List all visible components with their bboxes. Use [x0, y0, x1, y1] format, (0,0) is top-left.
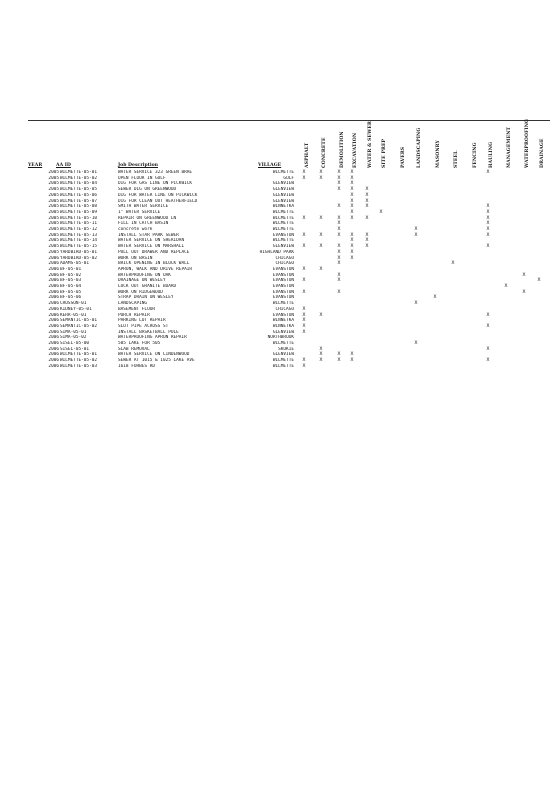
cell-job-description: PORCH REPAIR	[118, 312, 150, 318]
cell-year: 2006	[48, 323, 59, 329]
cell-job-description: LANDSCAPING	[118, 301, 148, 307]
category-header-label: DEMOLITION	[340, 131, 345, 168]
category-mark: X	[337, 244, 341, 250]
category-mark: X	[365, 198, 369, 204]
cell-aa-id: WILMETTE-05-11	[60, 221, 98, 227]
category-mark: X	[350, 187, 354, 193]
cell-year: 2006	[48, 295, 59, 301]
category-mark: X	[414, 301, 418, 307]
cell-village: EVANSTON	[272, 312, 294, 318]
cell-year: 2005	[48, 227, 59, 232]
cell-year: 2005	[48, 187, 59, 193]
cell-job-description: 1" WATER SERVICE	[118, 209, 161, 215]
cell-village: GLENVIEW	[272, 352, 294, 358]
category-mark: X	[302, 266, 306, 272]
cell-year: 2005	[48, 249, 59, 255]
category-mark: X	[486, 244, 490, 250]
cell-aa-id: BF-05-04	[60, 284, 82, 289]
category-header	[535, 124, 545, 168]
cell-job-description: DIG FOR CLEAN OUT HEATHERFIELD	[118, 198, 198, 204]
cell-year: 2005	[48, 215, 59, 221]
category-mark: X	[486, 323, 490, 329]
cell-job-description: LOCK OUT GRANITE BOARD	[118, 284, 177, 289]
category-header	[520, 118, 530, 168]
cell-year: 2006	[48, 301, 59, 307]
cell-village: GLENVIEW	[272, 198, 294, 204]
category-header	[335, 124, 345, 168]
cell-job-description: SMITH WATER SERVICE	[118, 204, 169, 210]
category-mark: X	[433, 295, 437, 301]
cell-year: 2005	[48, 192, 59, 198]
header-village: VILLAGE	[258, 163, 282, 168]
category-mark: X	[319, 358, 323, 364]
cell-aa-id: SISEL-05-00	[60, 341, 90, 346]
cell-job-description: DIG FOR WATER LINE ON PICKWICK	[118, 192, 198, 198]
category-mark: X	[486, 221, 490, 227]
cell-village: GLENVIEW	[272, 244, 294, 250]
category-mark: X	[350, 215, 354, 221]
category-mark: X	[350, 255, 354, 261]
category-mark: X	[350, 170, 354, 175]
category-mark: X	[522, 272, 526, 278]
category-mark: X	[365, 238, 369, 244]
header-job-description: Job Description	[118, 163, 158, 168]
cell-village: GLENVIEW	[272, 329, 294, 335]
cell-aa-id: WILMETTE-05-03	[60, 363, 98, 369]
category-mark: X	[319, 232, 323, 238]
cell-job-description: BASEMENT FLOOR	[118, 306, 156, 312]
cell-job-description: FILL IN CATCH BASIN	[118, 221, 169, 227]
cell-village: WILMETTE	[272, 215, 294, 221]
category-mark: X	[319, 266, 323, 272]
category-mark: X	[486, 170, 490, 175]
cell-aa-id: YARDBIRD-05-02	[60, 255, 98, 261]
cell-job-description: BRICK OPENING IN BLOCK WALL	[118, 261, 190, 267]
category-mark: X	[319, 346, 323, 352]
category-header	[502, 124, 512, 168]
category-mark: X	[414, 341, 418, 346]
cell-village: WILMETTE	[272, 301, 294, 307]
category-header	[377, 124, 387, 168]
category-mark: X	[302, 363, 306, 369]
cell-aa-id: YARDBIRD-05-01	[60, 249, 98, 255]
cell-year: 2006	[48, 272, 59, 278]
category-header	[412, 124, 422, 168]
category-mark: X	[302, 318, 306, 324]
cell-aa-id: WILMETTE-05-02	[60, 175, 98, 181]
cell-job-description: WATER SERVICE 323 GREEN BRAE	[118, 170, 193, 175]
cell-aa-id: BF-05-02	[60, 272, 82, 278]
category-mark: X	[302, 215, 306, 221]
category-mark: X	[350, 192, 354, 198]
cell-year: 2006	[48, 255, 59, 261]
cell-village: WILMETTE	[272, 238, 294, 244]
cell-job-description: REPAIR ON GREENWOOD LN	[118, 215, 177, 221]
category-mark: X	[486, 312, 490, 318]
category-mark: X	[365, 244, 369, 250]
cell-year: 2006	[48, 312, 59, 318]
category-mark: X	[350, 175, 354, 181]
category-mark: X	[337, 249, 341, 255]
category-mark: X	[486, 358, 490, 364]
cell-job-description: WATER SERVICE ON MARSHALL	[118, 244, 185, 250]
cell-village: WINNETKA	[272, 323, 294, 329]
category-mark: X	[350, 209, 354, 215]
header-rule	[28, 120, 550, 121]
category-mark: X	[350, 358, 354, 364]
cell-village: EVANSTON	[272, 284, 294, 289]
category-mark: X	[522, 289, 526, 295]
category-header	[363, 121, 373, 168]
cell-job-description: INSTALL BASKETBALL POLE	[118, 329, 179, 335]
cell-job-description: DRAINAGE ON WESLEY	[118, 278, 166, 284]
cell-village: WILMETTE	[272, 209, 294, 215]
category-mark: X	[319, 352, 323, 358]
cell-village: NORTHBROOK	[267, 335, 294, 341]
cell-year: 2005	[48, 175, 59, 181]
cell-job-description: APRON, WALK AND DRIVE REPAIR	[118, 266, 193, 272]
category-mark: X	[337, 289, 341, 295]
cell-village: WILMETTE	[272, 363, 294, 369]
cell-year: 2006	[48, 358, 59, 364]
category-header-label: DRAINAGE	[540, 138, 545, 168]
category-mark: X	[350, 204, 354, 210]
category-mark: X	[319, 215, 323, 221]
cell-year: 2006	[48, 261, 59, 267]
header-aa-id: AA ID	[56, 163, 71, 168]
category-mark: X	[337, 187, 341, 193]
category-mark: X	[337, 175, 341, 181]
cell-year: 2005	[48, 181, 59, 187]
cell-aa-id: WILMETTE-05-12	[60, 227, 98, 232]
category-mark: X	[451, 261, 455, 267]
category-header-label: WATER & SEWER	[368, 121, 373, 168]
cell-aa-id: KERR-05-01	[60, 312, 87, 318]
cell-aa-id: WILMETTE-05-13	[60, 232, 98, 238]
cell-aa-id: BF-05-05	[60, 289, 82, 295]
category-mark: X	[319, 244, 323, 250]
cell-aa-id: BF-05-03	[60, 278, 82, 284]
category-header-label: PAVERS	[401, 146, 406, 168]
cell-aa-id: WILMETTE-05-01	[60, 170, 98, 175]
cell-year: 2006	[48, 278, 59, 284]
category-mark: X	[414, 232, 418, 238]
category-mark: X	[350, 232, 354, 238]
category-mark: X	[319, 170, 323, 175]
cell-aa-id: WILMETTE-05-02	[60, 358, 98, 364]
category-header-label: FENCING	[473, 142, 478, 168]
cell-village: EVANSTON	[272, 266, 294, 272]
cell-job-description: WATER SERVICE ON SHERIDAN	[118, 238, 185, 244]
category-header-label: MANAGEMENT	[507, 126, 512, 168]
cell-year: 2006	[48, 346, 59, 352]
cell-aa-id: SEMANTIC-05-01	[60, 318, 98, 324]
cell-job-description: PULL OUT DRAWER AND REPLACE	[118, 249, 190, 255]
category-header-label: EXCAVATION	[353, 132, 358, 168]
category-mark: X	[302, 358, 306, 364]
cell-village: CHICAGO	[275, 261, 294, 267]
cell-village: HIGHLAND PARK	[259, 249, 294, 255]
category-mark: X	[302, 278, 306, 284]
cell-job-description: INSTALL STAR PARK SEWER	[118, 232, 179, 238]
cell-job-description: WORK ON RIDGEWOOD	[118, 289, 163, 295]
cell-year: 2006	[48, 306, 59, 312]
cell-job-description: SEWER DIG ON GREENWOOD	[118, 187, 177, 193]
cell-job-description: WATER SERVICE ON LINDENWOOD	[118, 352, 190, 358]
cell-village: WILMETTE	[272, 221, 294, 227]
cell-village: EVANSTON	[272, 295, 294, 301]
cell-aa-id: WILMETTE-05-01	[60, 352, 98, 358]
cell-job-description: OPEN FLOOR IN GOLF	[118, 175, 166, 181]
cell-aa-id: WILMETTE-05-07	[60, 198, 98, 204]
category-header	[431, 124, 441, 168]
category-mark: X	[337, 232, 341, 238]
category-mark: X	[365, 192, 369, 198]
category-header-label: STEEL	[454, 150, 459, 168]
cell-village: GLENVIEW	[272, 181, 294, 187]
cell-aa-id: BF-05-01	[60, 266, 82, 272]
category-mark: X	[337, 227, 341, 232]
cell-aa-id: WILMETTE-05-08	[60, 204, 98, 210]
category-mark: X	[486, 204, 490, 210]
cell-aa-id: SEMANTIC-05-02	[60, 323, 98, 329]
cell-village: SKOKIE	[278, 346, 294, 352]
category-mark: X	[350, 249, 354, 255]
cell-aa-id: ADAMS-05-01	[60, 261, 90, 267]
cell-year: 2006	[48, 318, 59, 324]
category-header-label: WATERPROOFING	[525, 118, 530, 168]
cell-year: 2005	[48, 232, 59, 238]
cell-village: EVANSTON	[272, 289, 294, 295]
cell-aa-id: CROSSON-01	[60, 301, 87, 307]
cell-aa-id: KIDNEY-05-01	[60, 306, 92, 312]
cell-year: 2005	[48, 170, 59, 175]
cell-aa-id: WILMETTE-05-05	[60, 187, 98, 193]
category-mark: X	[302, 170, 306, 175]
cell-year: 2006	[48, 352, 59, 358]
category-mark: X	[365, 187, 369, 193]
cell-year: 2005	[48, 204, 59, 210]
cell-village: WILMETTE	[272, 227, 294, 232]
category-mark: X	[337, 204, 341, 210]
cell-job-description: 1618 FORBES RD	[118, 363, 156, 369]
category-mark: X	[319, 175, 323, 181]
cell-year: 2006	[48, 289, 59, 295]
category-mark: X	[350, 244, 354, 250]
cell-village: WILMETTE	[272, 358, 294, 364]
category-mark: X	[350, 352, 354, 358]
cell-year: 2005	[48, 238, 59, 244]
cell-year: 2005	[48, 244, 59, 250]
category-mark: X	[337, 358, 341, 364]
category-mark: X	[302, 175, 306, 181]
cell-village: WILMETTE	[272, 170, 294, 175]
category-mark: X	[365, 215, 369, 221]
cell-aa-id: SISEL-05-01	[60, 346, 90, 352]
cell-year: 2006	[48, 335, 59, 341]
cell-village: EVANSTON	[272, 272, 294, 278]
cell-village: GOLF	[283, 175, 294, 181]
category-mark: X	[319, 312, 323, 318]
category-mark: X	[337, 215, 341, 221]
cell-job-description: WORK ON BASIN	[118, 255, 153, 261]
category-header	[317, 124, 327, 168]
cell-job-description: concrete work	[118, 227, 153, 232]
category-mark: X	[337, 278, 341, 284]
category-mark: X	[302, 323, 306, 329]
category-mark: X	[486, 209, 490, 215]
cell-village: GLENVIEW	[272, 187, 294, 193]
category-header	[468, 124, 478, 168]
category-mark: X	[337, 221, 341, 227]
category-mark: X	[486, 227, 490, 232]
category-mark: X	[365, 204, 369, 210]
cell-job-description: SLAB REMOVAL	[118, 346, 150, 352]
cell-year: 2005	[48, 221, 59, 227]
cell-job-description: PARKING LOT REPAIR	[118, 318, 166, 324]
cell-job-description: SLOT PIPE ACROSS ST	[118, 323, 169, 329]
cell-aa-id: WILMETTE-05-10	[60, 215, 98, 221]
category-header	[396, 124, 406, 168]
category-mark: X	[486, 215, 490, 221]
category-mark: X	[302, 306, 306, 312]
cell-job-description: WATERPROOFING ON OAK	[118, 272, 171, 278]
category-header	[348, 124, 358, 168]
cell-aa-id: WILMETTE-05-06	[60, 192, 98, 198]
cell-aa-id: WILMETTE-05-09	[60, 209, 98, 215]
cell-aa-id: WILMETTE-05-15	[60, 244, 98, 250]
category-mark: X	[350, 238, 354, 244]
category-mark: X	[337, 272, 341, 278]
category-mark: X	[337, 255, 341, 261]
category-header-label: MASONRY	[436, 140, 441, 168]
cell-year: 2006	[48, 329, 59, 335]
category-mark: X	[414, 227, 418, 232]
cell-village: WINNETKA	[272, 204, 294, 210]
cell-year: 2005	[48, 198, 59, 204]
category-header	[449, 124, 459, 168]
category-header	[300, 124, 310, 168]
cell-village: EVANSTON	[272, 232, 294, 238]
category-mark: X	[337, 181, 341, 187]
cell-job-description: SEWER AT 1015 & 1025 LAKE AVE	[118, 358, 195, 364]
category-header-label: LANDSCAPING	[417, 127, 422, 168]
category-mark: X	[302, 312, 306, 318]
category-mark: X	[302, 232, 306, 238]
category-mark: X	[337, 352, 341, 358]
cell-village: WILMETTE	[272, 341, 294, 346]
category-mark: X	[337, 170, 341, 175]
category-header-label: HAULING	[489, 141, 494, 168]
cell-year: 2006	[48, 266, 59, 272]
category-header	[484, 124, 494, 168]
cell-job-description: DIG FOR GAS LINE ON PICKWICK	[118, 181, 193, 187]
category-mark: X	[350, 198, 354, 204]
cell-village: CHICAGO	[275, 306, 294, 312]
category-mark: X	[302, 244, 306, 250]
cell-job-description: STRAP DRAIN ON WESLEY	[118, 295, 174, 301]
cell-year: 2006	[48, 284, 59, 289]
category-mark: X	[365, 232, 369, 238]
cell-village: GLENVIEW	[272, 192, 294, 198]
cell-aa-id: SIMA-05-01	[60, 329, 87, 335]
cell-aa-id: WILMETTE-05-14	[60, 238, 98, 244]
cell-aa-id: BF-05-06	[60, 295, 82, 301]
category-mark: X	[486, 346, 490, 352]
category-header-label: SITE PREP	[382, 138, 387, 168]
cell-year: 2006	[48, 363, 59, 369]
cell-year: 2005	[48, 209, 59, 215]
category-header-label: CONCRETE	[322, 137, 327, 168]
category-mark: X	[302, 329, 306, 335]
cell-village: CHICAGO	[275, 255, 294, 261]
category-mark: X	[504, 284, 508, 289]
category-mark: X	[302, 289, 306, 295]
cell-village: EVANSTON	[272, 278, 294, 284]
header-year: YEAR	[28, 163, 43, 168]
category-mark: X	[350, 181, 354, 187]
cell-year: 2006	[48, 341, 59, 346]
category-mark: X	[537, 278, 541, 284]
category-header-label: ASPHALT	[305, 142, 310, 168]
cell-aa-id: WILMETTE-05-04	[60, 181, 98, 187]
cell-aa-id: SIMA-05-02	[60, 335, 87, 341]
category-mark: X	[486, 232, 490, 238]
category-mark: X	[379, 209, 383, 215]
cell-village: WINNETKA	[272, 318, 294, 324]
table-row	[0, 364, 560, 370]
category-mark: X	[337, 261, 341, 267]
cell-job-description: WATERPROOFING APRON REPAIR	[118, 335, 187, 341]
cell-job-description: 505 LAKE FOR 505	[118, 341, 161, 346]
